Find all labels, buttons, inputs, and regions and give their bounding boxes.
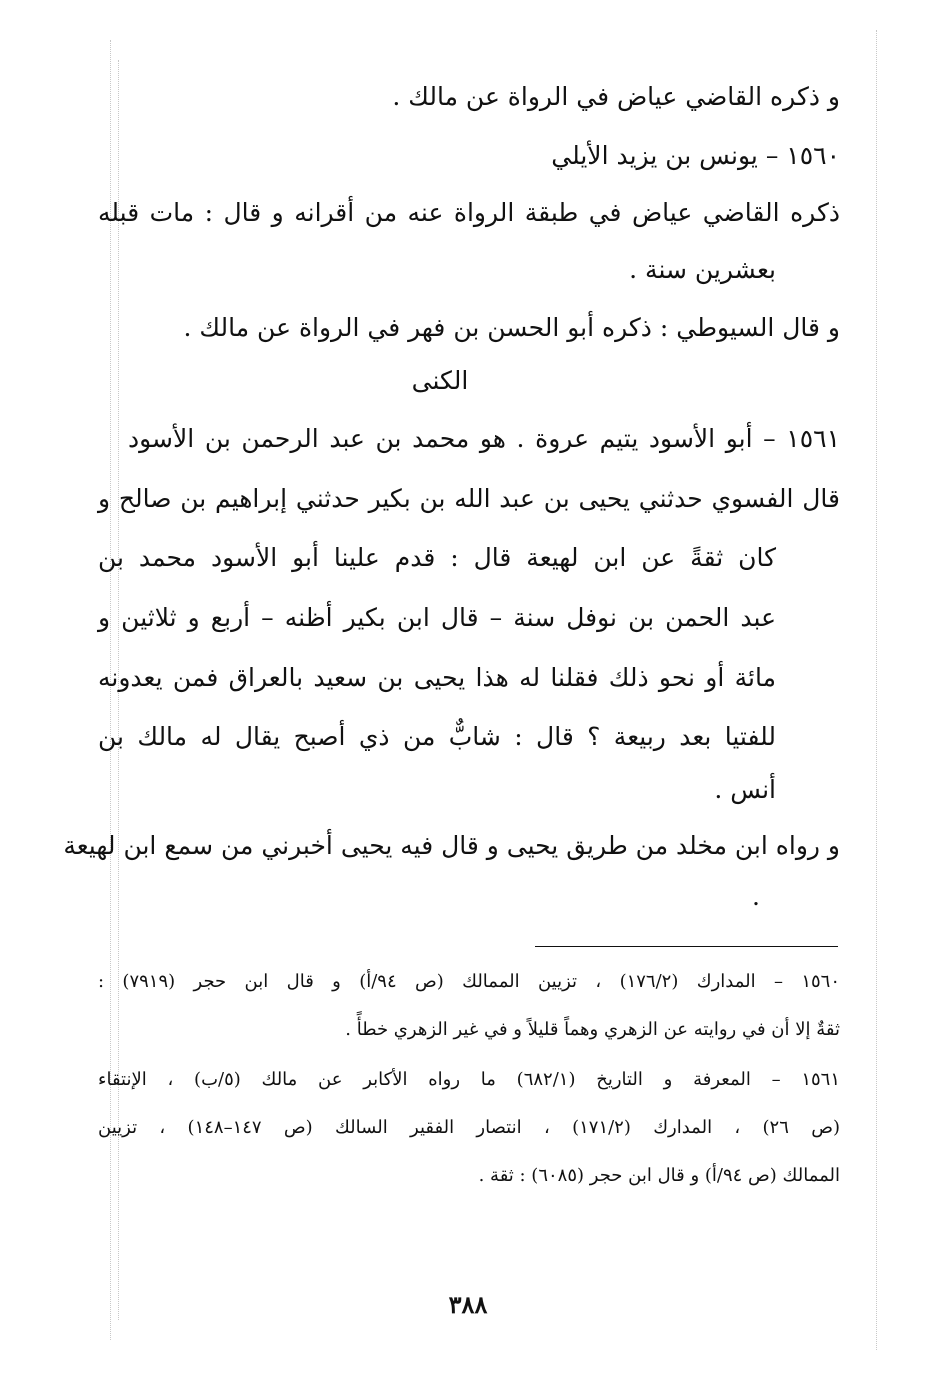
footnote-separator [535,946,838,947]
body-line: قال الفسوي حدثني يحيى بن عبد الله بن بكير حدثني إبراهيم بن صالح و [98,484,840,513]
entry-heading-1560: ١٥٦٠ – يونس بن يزيد الأيلي [551,141,840,170]
body-line: كان ثقةً عن ابن لهيعة قال : قدم علينا أبو الأسود محمد بن [98,543,776,572]
footnote-line: ١٥٦٠ – المدارك (١٧٦/٢) ، تزيين الممالك (ص ٩٤/أ) و قال ابن حجر (٧٩١٩) : [98,971,840,992]
body-line: و رواه ابن مخلد من طريق يحيى و قال فيه يحيى أخبرني من سمع ابن لهيعة [63,831,840,860]
footnote-line: ثقةٌ إلا أن في روايته عن الزهري وهماً قليلاً و في غير الزهري خطأً . [345,1019,840,1040]
body-line: و ذكره القاضي عياض في الرواة عن مالك . [392,82,840,111]
body-line: ذكره القاضي عياض في طبقة الرواة عنه من أقرانه و قال : مات قبله [98,198,840,227]
body-line: أنس . [714,775,776,804]
entry-heading-1561: ١٥٦١ – أبو الأسود يتيم عروة . هو محمد بن عبد الرحمن بن الأسود [128,424,840,453]
body-line: مائة أو نحو ذلك فقلنا له هذا يحيى بن سعيد بالعراق فمن يعدونه [98,663,776,692]
footnote-line: ١٥٦١ – المعرفة و التاريخ (٦٨٢/١) ما رواه الأكابر عن مالك (٥/ب) ، الإنتقاء [98,1069,841,1090]
body-line: بعشرين سنة . [629,255,776,284]
body-line: للفتيا بعد ربيعة ؟ قال : شابٌّ من ذي أصبح يقال له مالك بن [98,722,776,751]
body-line: عبد الحمن بن نوفل سنة – قال ابن بكير أظنه – أربع و ثلاثين و [98,603,776,632]
body-line: . [752,882,760,911]
page-number: ٣٨٨ [448,1290,488,1319]
section-heading-kuna: الكنى [411,366,469,395]
scan-artifact [876,30,877,1350]
footnote-line: (ص ٢٦) ، المدارك (١٧١/٢) ، انتصار الفقير السالك (ص ١٤٧–١٤٨) ، تزيين [98,1117,840,1138]
footnote-line: الممالك (ص ٩٤/أ) و قال ابن حجر (٦٠٨٥) : ثقة . [478,1165,840,1186]
body-line: و قال السيوطي : ذكره أبو الحسن بن فهر في الرواة عن مالك . [183,313,840,342]
